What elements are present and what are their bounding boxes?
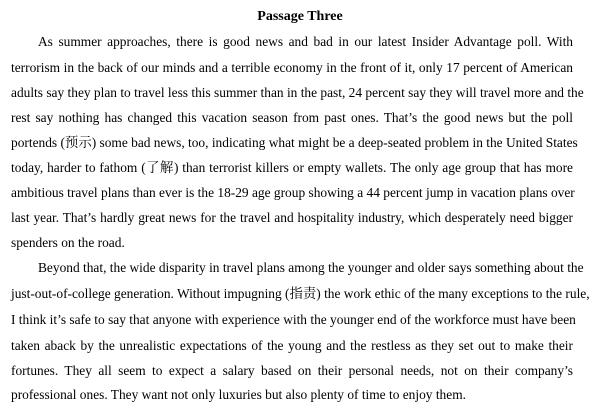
paragraph-1-line-4: rest say nothing has changed this vacation season from past ones. That’s the good news but the poll (11, 110, 573, 125)
paragraph-1-line-7: ambitious travel plans than ever is the 18-29 age group showing a 44 percent jump in vacation plans over (11, 185, 575, 200)
paragraph-2-line-2: just-out-of-college generation. Without impugning (指责) the work ethic of the many exceptions to the rule, (11, 286, 590, 301)
paragraph-2-line-5: fortunes. They all seem to expect a salary based on their personal needs, not on their company’s (11, 363, 573, 378)
paragraph-1-line-3: adults say they plan to travel less this summer than in the past, 24 percent say they will travel more and the (11, 85, 584, 100)
paragraph-1-line-2: terrorism in the back of our minds and a terrible economy in the front of it, only 17 percent of American (11, 60, 573, 75)
paragraph-2-line-4: taken aback by the unrealistic expectations of the young and the restless as they set out to make their (11, 338, 573, 353)
passage-title: Passage Three (257, 9, 343, 24)
paragraph-2-line-6: professional ones. They want not only luxuries but also plenty of time to enjoy them. (11, 387, 466, 402)
paragraph-1-line-9: spenders on the road. (11, 235, 125, 250)
paragraph-1-line-6: today, harder to fathom (了解) than terrorist killers or empty wallets. The only age group that has more (11, 160, 573, 175)
paragraph-1-line-5: portends (预示) some bad news, too, indicating what might be a deep-seated problem in the United States (11, 135, 578, 150)
paragraph-1-line-1: As summer approaches, there is good news and bad in our latest Insider Advantage poll. With (38, 34, 573, 49)
paragraph-2-line-1: Beyond that, the wide disparity in travel plans among the younger and older says something about the (38, 260, 584, 275)
paragraph-1-line-8: last year. That’s hardly great news for the travel and hospitality industry, which desperately need bigger (11, 210, 573, 225)
paragraph-2-line-3: I think it’s safe to say that anyone with experience with the younger end of the workforce must have been (11, 312, 576, 327)
